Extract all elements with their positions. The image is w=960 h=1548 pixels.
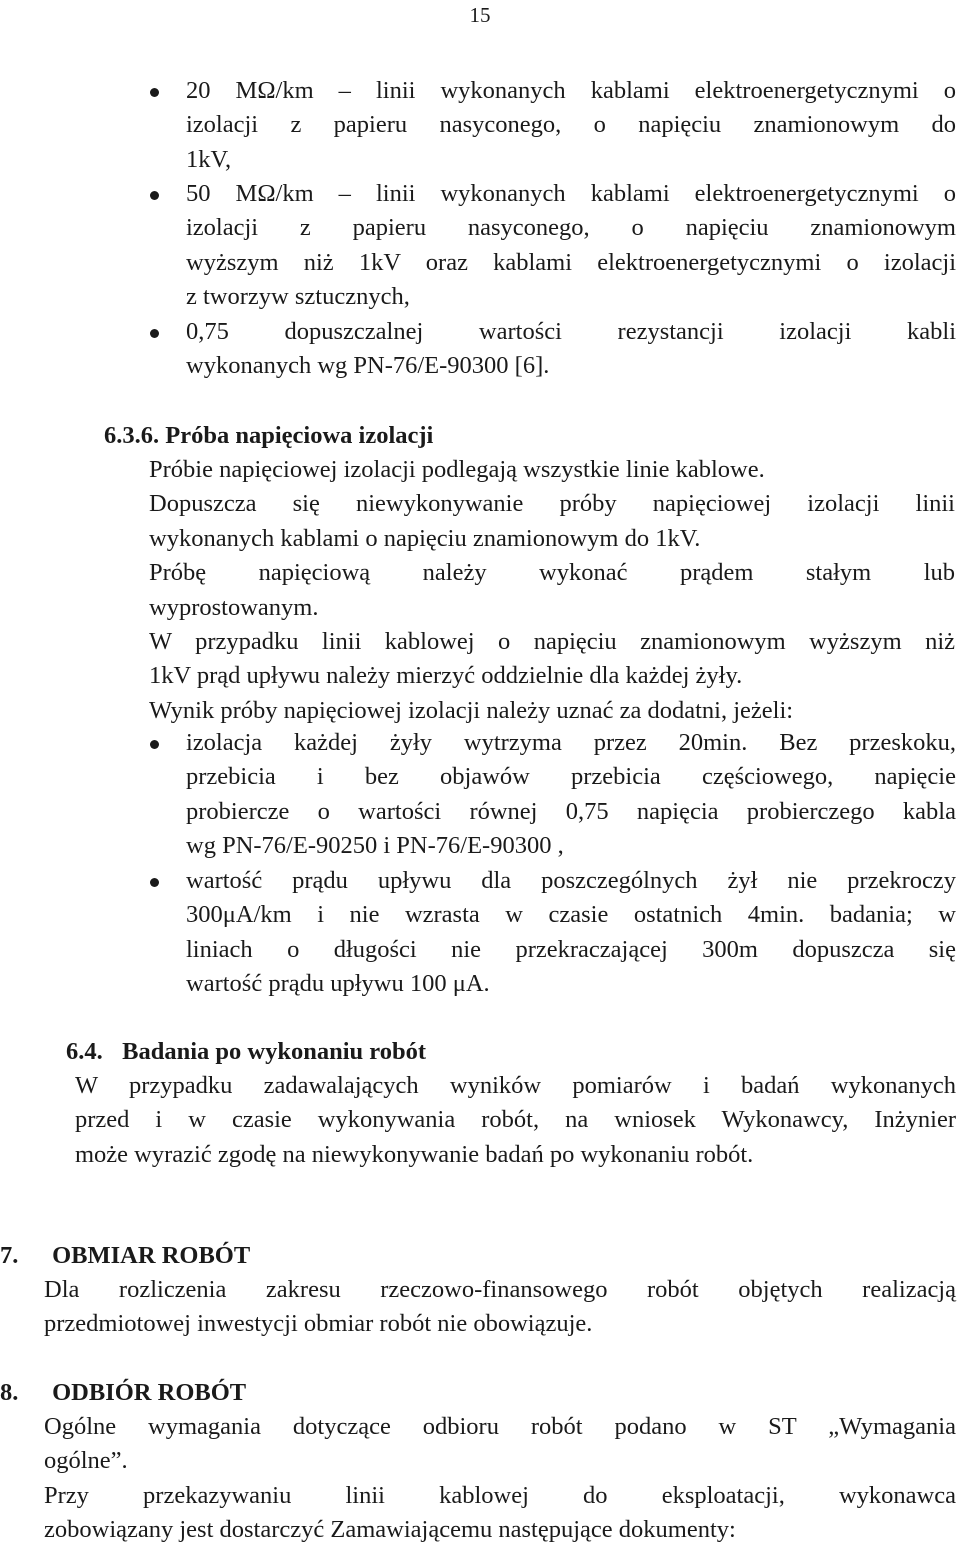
section-heading-8 bbox=[0, 1376, 246, 1410]
section-body-6-4 bbox=[75, 1069, 956, 1172]
section-number: 8. bbox=[0, 1379, 19, 1406]
text-line: izolacji z papieru nasyconego, o napięciu znamionowym do bbox=[186, 111, 956, 139]
text-line: 50 MΩ/km – linii wykonanych kablami elektroenergetycznymi o bbox=[186, 180, 956, 207]
section-title: ODBIÓR ROBÓT bbox=[52, 1379, 247, 1406]
text-line: wartość prądu upływu 100 μA. bbox=[186, 970, 490, 998]
text-line: ogólne”. bbox=[44, 1447, 128, 1475]
text-line: Dopuszcza się niewykonywanie próby napięciowej izolacji linii bbox=[149, 490, 955, 518]
text-line: wykonanych kablami o napięciu znamionowym do 1kV. bbox=[149, 524, 701, 552]
text-line: Przy przekazywaniu linii kablowej do eksploatacji, wykonawca bbox=[44, 1481, 956, 1509]
section-number: 7. bbox=[0, 1242, 19, 1269]
list-item bbox=[186, 74, 956, 177]
text-line: może wyrazić zgodę na niewykonywanie badań po wykonaniu robót. bbox=[75, 1140, 754, 1168]
section-heading-6-3-6: 6.3.6. Próba napięciowa izolacji bbox=[104, 422, 434, 449]
text-line: Wynik próby napięciowej izolacji należy uznać za dodatni, jeżeli: bbox=[149, 696, 794, 724]
text-line: izolacja każdej żyły wytrzyma przez 20min. Bez przeskoku, bbox=[186, 729, 956, 756]
text-line: izolacji z papieru nasyconego, o napięciu znamionowym bbox=[186, 214, 956, 242]
text-line: wykonanych wg PN-76/E-90300 [6]. bbox=[186, 352, 550, 380]
bullet-icon bbox=[150, 191, 159, 200]
text-line: W przypadku linii kablowej o napięciu znamionowym wyższym niż bbox=[149, 628, 955, 656]
section-title: Badania po wykonaniu robót bbox=[122, 1038, 426, 1065]
text-line: Próbie napięciowej izolacji podlegają wszystkie linie kablowe. bbox=[149, 456, 765, 483]
text-line: 300μA/km i nie wzrasta w czasie ostatnich 4min. badania; w bbox=[186, 901, 956, 929]
bullet-icon bbox=[150, 878, 159, 887]
text-line: 20 MΩ/km – linii wykonanych kablami elektroenergetycznymi o bbox=[186, 77, 956, 104]
text-line: wyższym niż 1kV oraz kablami elektroenergetycznymi o izolacji bbox=[186, 248, 956, 276]
bullet-icon bbox=[150, 329, 159, 338]
page-number: 15 bbox=[469, 3, 491, 27]
text-line: przedmiotowej inwestycji obmiar robót nie obowiązuje. bbox=[44, 1310, 593, 1338]
text-line: Ogólne wymagania dotyczące odbioru robót podano w ST „Wymagania bbox=[44, 1413, 956, 1440]
text-line: probiercze o wartości równej 0,75 napięcia probierczego kabla bbox=[186, 797, 956, 825]
text-line: przed i w czasie wykonywania robót, na wniosek Wykonawcy, Inżynier bbox=[75, 1106, 956, 1134]
list-item bbox=[186, 315, 956, 384]
text-line: 1kV prąd upływu należy mierzyć oddzielnie dla każdej żyły. bbox=[149, 662, 743, 690]
text-line: Dla rozliczenia zakresu rzeczowo-finansowego robót objętych realizacją bbox=[44, 1276, 956, 1303]
bullet-icon bbox=[150, 740, 159, 749]
text-line: liniach o długości nie przekraczającej 300m dopuszcza się bbox=[186, 935, 956, 963]
text-line: 0,75 dopuszczalnej wartości rezystancji izolacji kabli bbox=[186, 318, 956, 345]
text-line: wg PN-76/E-90250 i PN-76/E-90300 , bbox=[186, 832, 564, 860]
text-line: przebicia i bez objawów przebicia częściowego, napięcie bbox=[186, 763, 956, 791]
section-number: 6.4. bbox=[66, 1038, 103, 1065]
section-body-7 bbox=[44, 1273, 956, 1342]
list-item bbox=[186, 177, 956, 315]
text-line: 1kV, bbox=[186, 145, 232, 173]
list-item bbox=[186, 726, 956, 864]
text-line: wyprostowanym. bbox=[149, 593, 319, 621]
text-line: W przypadku zadawalających wyników pomiarów i badań wykonanych bbox=[75, 1072, 956, 1099]
bullet-icon bbox=[150, 88, 159, 97]
section-title: OBMIAR ROBÓT bbox=[52, 1242, 251, 1269]
text-line: z tworzyw sztucznych, bbox=[186, 283, 410, 311]
section-body-8 bbox=[44, 1410, 956, 1548]
list-item bbox=[186, 864, 956, 1002]
text-line: wartość prądu upływu dla poszczególnych żył nie przekroczy bbox=[186, 867, 956, 894]
section-heading-6-4 bbox=[66, 1035, 426, 1069]
text-line: zobowiązany jest dostarczyć Zamawiającemu następujące dokumenty: bbox=[44, 1516, 736, 1544]
section-heading-7 bbox=[0, 1239, 250, 1273]
text-line: Próbę napięciową należy wykonać prądem stałym lub bbox=[149, 559, 955, 587]
section-body-6-3-6 bbox=[149, 453, 955, 728]
